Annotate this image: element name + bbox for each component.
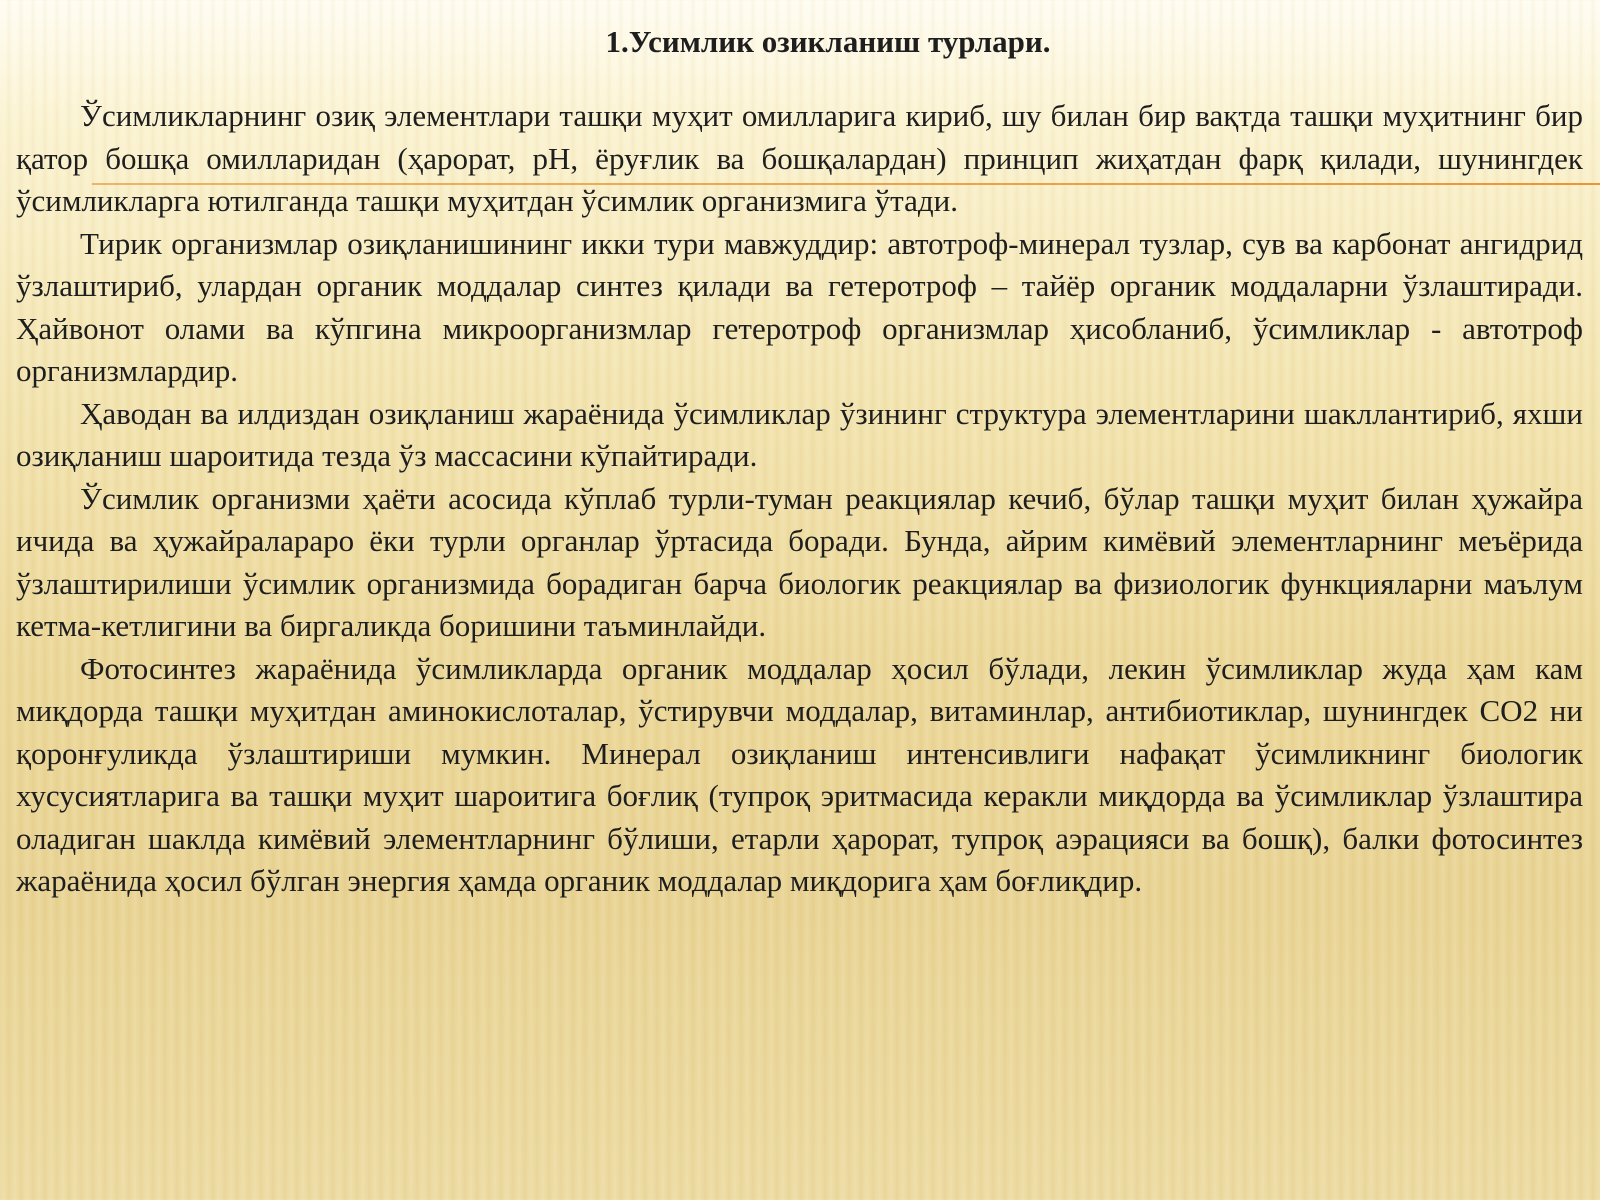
paragraph-5: Фотосинтез жараёнида ўсимликларда органик моддалар ҳосил бўлади, лекин ўсимликлар жуда ҳам кам миқдорда ташқи муҳитдан аминокислоталар, ўстирувчи моддалар, витаминлар, антибиотиклар, шунингдек СО2 ни қоронғуликда ўзлаштириши мумкин. Минерал озиқланиш интенсивлиги нафақат ўсимликнинг биологик хусусиятларига ва ташқи муҳит шароитига боғлиқ (тупроқ эритмасида керакли миқдорда ва ўсимликлар ўзлаштира оладиган шаклда кимёвий элементларнинг бўлиши, етарли ҳарорат, тупроқ аэрацияси ва бошқ), балки фотосинтез жараёнида ҳосил бўлган энергия ҳамда органик моддалар миқдорига ҳам боғлиқдир. [16,650,1583,898]
paragraph-1: Ўсимликларнинг озиқ элементлари ташқи муҳит омилларига кириб, шу билан бир вақтда ташқи муҳитнинг бир қатор бошқа омилларидан (ҳарорат, pH, ёруғлик ва бошқалардан) принцип жиҳатдан фарқ қилади, шунингдек ўсимликларга ютилганда ташқи муҳитдан ўсимлик организмига ўтади. [16,98,1583,218]
paragraph-3: Ҳаводан ва илдиздан озиқланиш жараёнида ўсимликлар ўзининг структура элементларини шакллантириб, яхши озиқланиш шароитида тезда ўз массасини кўпайтиради. [16,395,1583,473]
paragraph-2: Тирик организмлар озиқланишининг икки тури мавжуддир: автотроф-минерал тузлар, сув ва карбонат ангидрид ўзлаштириб, улардан органик моддалар синтез қилади ва гетеротроф – тайёр органик моддаларни ўзлаштиради. Ҳайвонот олами ва кўпгина микроорганизмлар гетеротроф организмлар ҳисобланиб, ўсимликлар - автотроф организмлардир. [16,225,1583,388]
slide-title: 1.Усимлик озикланиш турлари. [605,24,1051,59]
slide-body [16,95,1583,903]
paragraph-4: Ўсимлик организми ҳаёти асосида кўплаб турли-туман реакциялар кечиб, бўлар ташқи муҳит билан ҳужайра ичида ва ҳужайралараро ёки турли органлар ўртасида боради. Бунда, айрим кимёвий элементларнинг меъёрида ўзлаштирилиши ўсимлик организмида борадиган барча биологик реакциялар ва физиологик функцияларни маълум кетма-кетлигини ва биргаликда боришини таъминлайди. [16,480,1583,643]
